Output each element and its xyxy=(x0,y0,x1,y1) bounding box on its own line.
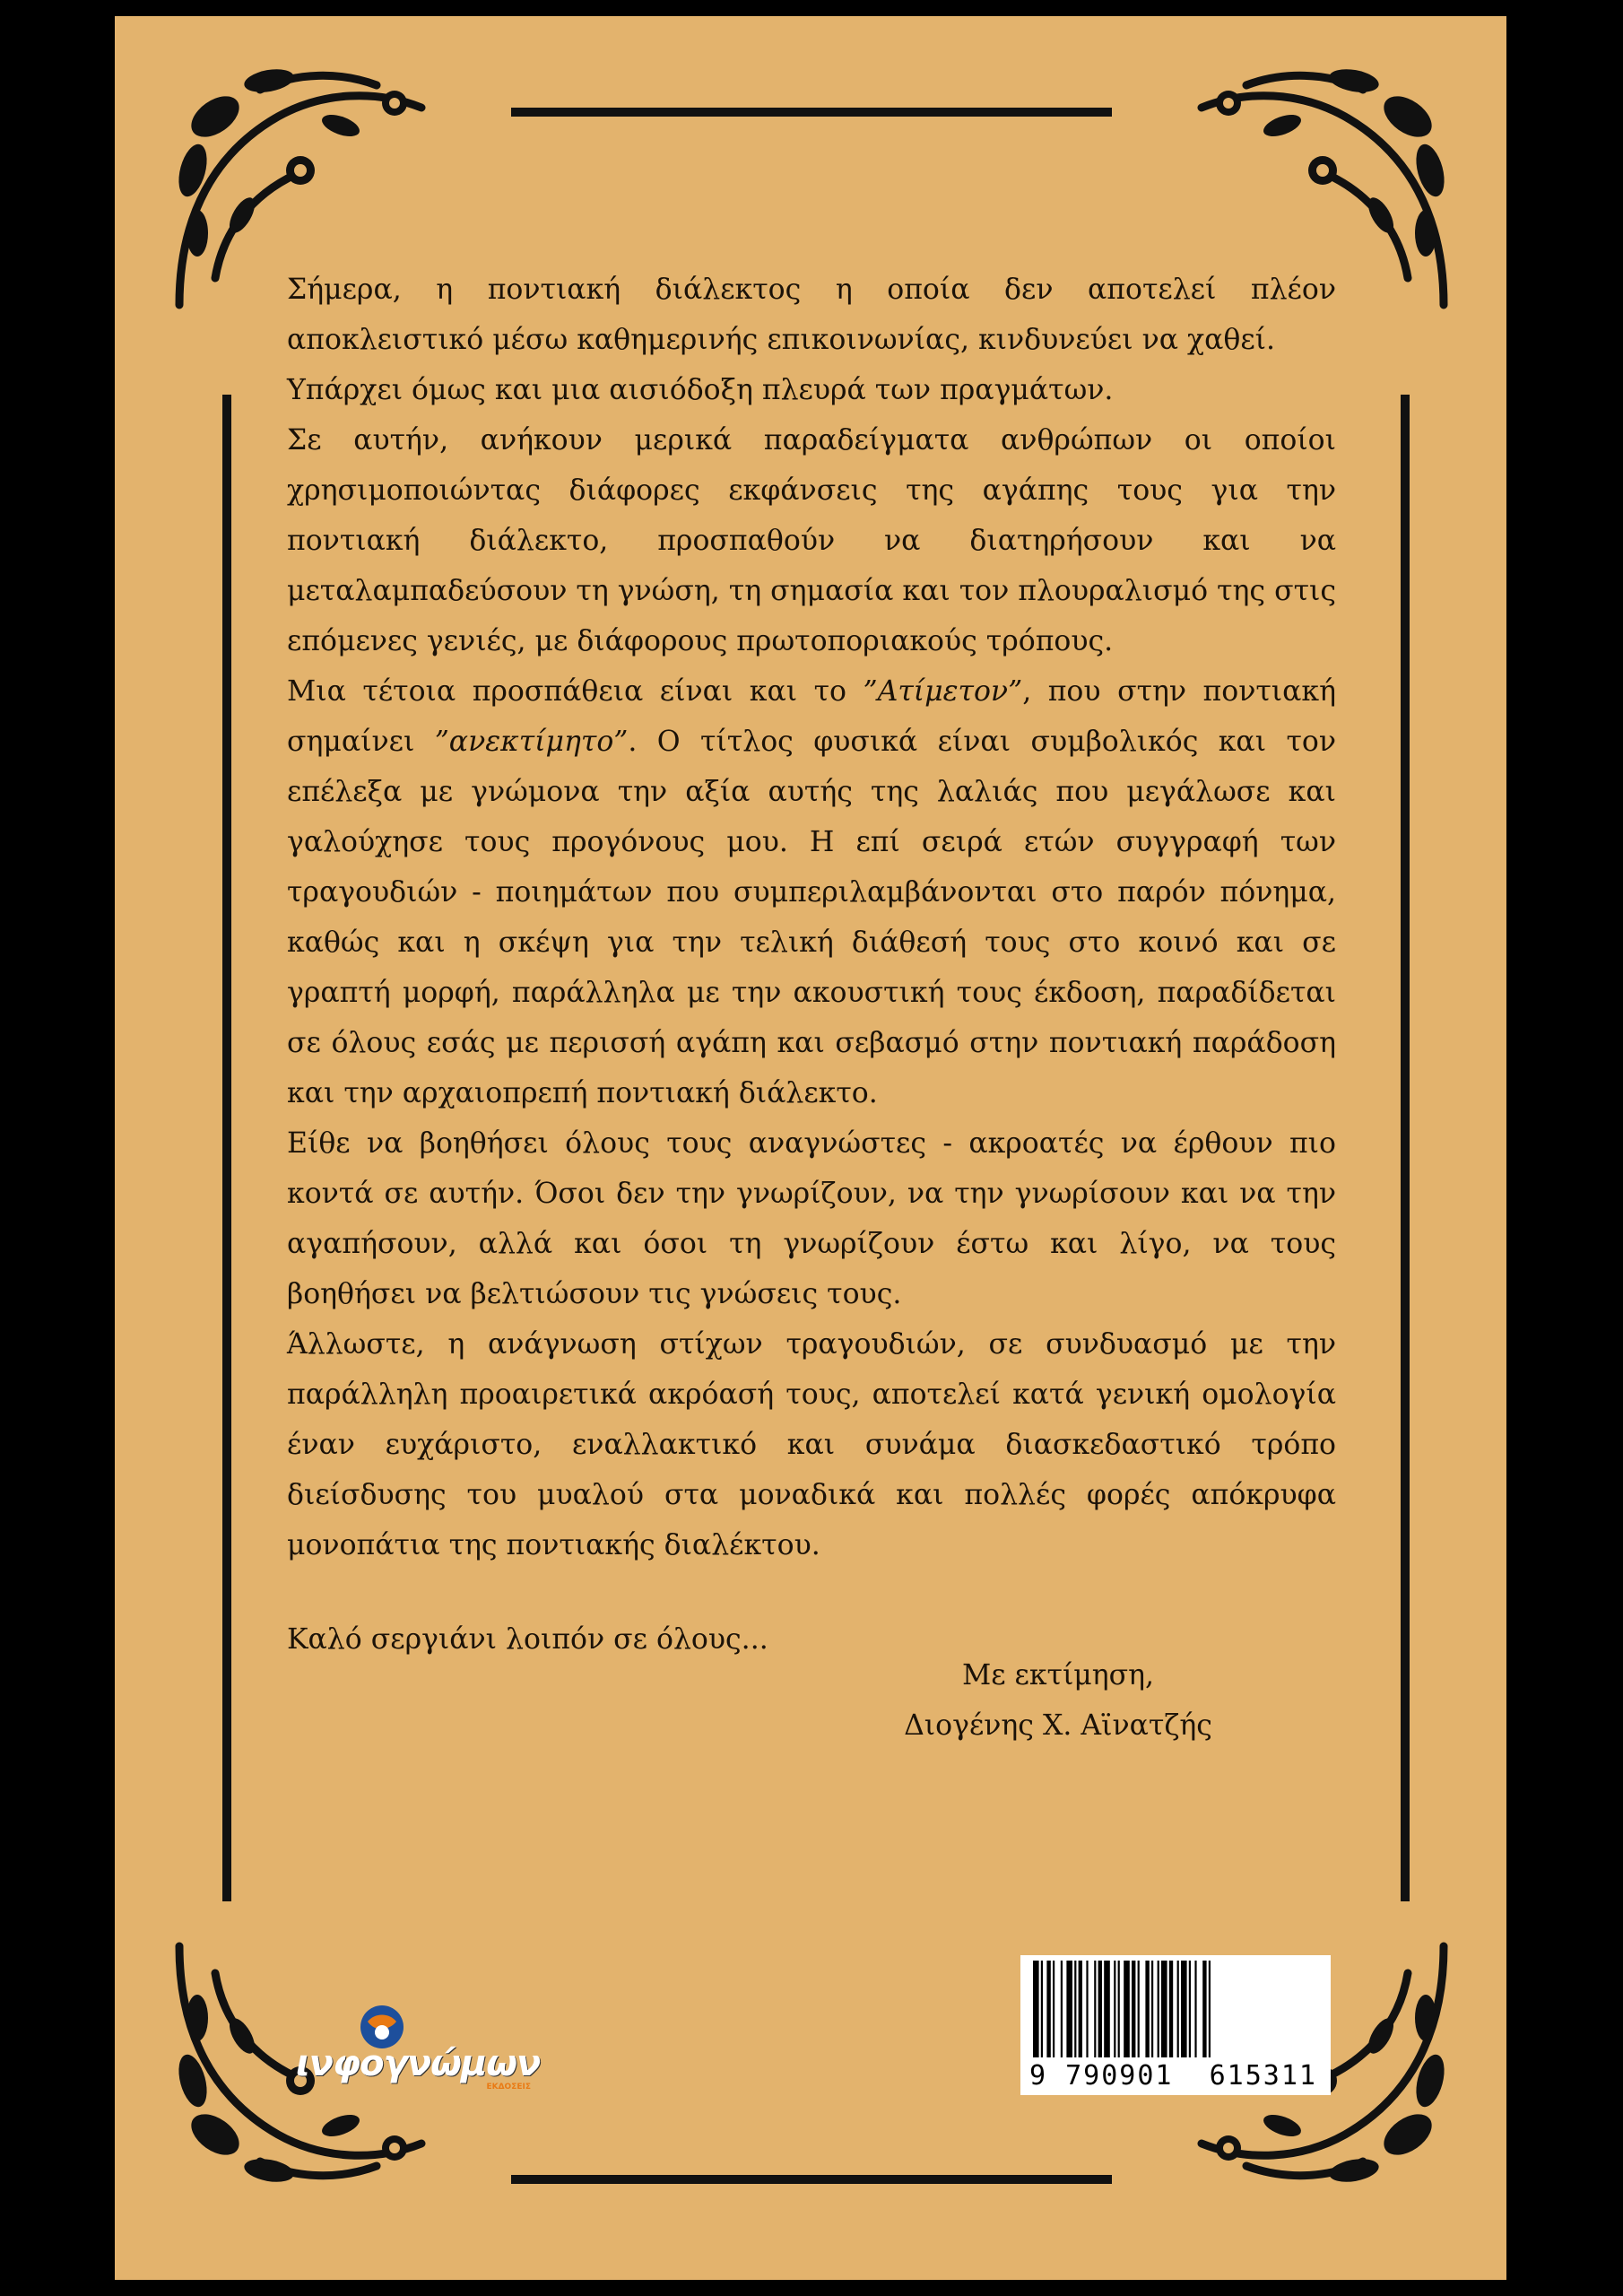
barcode-bar xyxy=(1161,1961,1167,2057)
signature-author: Διογένης Χ. Αϊνατζής xyxy=(904,1709,1212,1742)
title-meaning: ”ανεκτίμητο” xyxy=(434,726,629,758)
barcode-bar xyxy=(1209,1961,1211,2057)
barcode-bar xyxy=(1098,1961,1102,2057)
barcode-bar xyxy=(1114,1961,1115,2057)
barcode-bar xyxy=(1104,1961,1110,2057)
barcode-bar xyxy=(1145,1961,1149,2057)
paragraph-2: Υπάρχει όμως και μια αισιόδοξη πλευρά των πραγμάτων. xyxy=(287,374,1114,406)
isbn-barcode xyxy=(1020,1955,1331,2095)
paragraph-6: Άλλωστε, η ανάγνωση στίχων τραγουδιών, σε συνδυασμό με την παράλληλη προαιρετικά ακρόασή τους, αποτελεί κατά γενική ομολογία έναν ευχάριστο, εναλλακτικό και συνάμα διασκεδαστικό τρόπο διείσδυσης του μυαλού στα μοναδικά και πολλές φορές απόκρυφα μονοπάτια της ποντιακής διαλέκτου. xyxy=(287,1328,1336,1561)
barcode-bar xyxy=(1151,1961,1153,2057)
barcode-bar xyxy=(1061,1961,1063,2057)
barcode-bar xyxy=(1079,1961,1082,2057)
paragraph-4-end: . Ο τίτλος φυσικά είναι συμβολικός και τον επέλεξα με γνώμονα την αξία αυτής της λαλιάς που μεγάλωσε και γαλούχησε τους προγόνους μου. Η επί σειρά ετών συγγραφή των τραγουδιών - ποιημάτων που συμπεριλαμβάνονται στο παρόν πόνημα, καθώς και η σκέψη για την τελική διάθεσή τους στο κοινό και σε γραπτή μορφή, παράλληλα με την ακουστική τους έκδοση, παραδίδεται σε όλους εσάς με περισσή αγάπη και σεβασμό στην ποντιακή παράδοση και την αρχαιοπρεπή ποντιακή διάλεκτο. xyxy=(287,726,1336,1109)
barcode-bar xyxy=(1046,1961,1050,2057)
barcode-bar xyxy=(1189,1961,1191,2057)
barcode-bar xyxy=(1158,1961,1159,2057)
signature-block xyxy=(843,1650,1273,1751)
barcode-bar xyxy=(1177,1961,1179,2057)
barcode-bar xyxy=(1194,1961,1196,2057)
closing-line: Καλό σεργιάνι λοιπόν σε όλους... xyxy=(287,1623,768,1656)
publisher-name: ινφογνώμων xyxy=(296,2043,541,2084)
barcode-bar xyxy=(1033,1961,1039,2057)
publisher-logo xyxy=(296,2000,541,2099)
paragraph-4-mid: , που στην ποντιακή σημαίνει xyxy=(287,675,1336,758)
barcode-bar xyxy=(1181,1961,1187,2057)
paragraph-1: Σήμερα, η ποντιακή διάλεκτος η οποία δεν αποτελεί πλέον αποκλειστικό μέσω καθημερινής επικοινωνίας, κινδυνεύει να χαθεί. xyxy=(287,274,1336,356)
barcode-bar xyxy=(1124,1961,1130,2057)
publisher-subtitle: ΕΚΔΟΣΕΙΣ xyxy=(486,2083,531,2092)
barcode-bar xyxy=(1118,1961,1120,2057)
barcode-bar xyxy=(1094,1961,1096,2057)
frame-top-line xyxy=(511,108,1112,117)
book-title-mention: ”Ατίμετον” xyxy=(863,675,1023,708)
frame-right-line xyxy=(1401,395,1410,1901)
paragraph-3: Σε αυτήν, ανήκουν μερικά παραδείγματα ανθρώπων οι οποίοι χρησιμοποιώντας διάφορες εκφάνσεις της αγάπης τους για την ποντιακή διάλεκτο, προσπαθούν να διατηρήσουν και να μεταλαμπαδεύσουν τη γνώση, τη σημασία και τον πλουραλισμό της στις επόμενες γενιές, με διάφορους πρωτοποριακούς τρόπους. xyxy=(287,424,1336,657)
barcode-bar xyxy=(1169,1961,1173,2057)
barcode-bar xyxy=(1138,1961,1140,2057)
barcode-bar xyxy=(1041,1961,1043,2057)
paragraph-4 xyxy=(287,666,1336,1118)
barcode-bar xyxy=(1053,1961,1055,2057)
frame-left-line xyxy=(222,395,231,1901)
barcode-bar xyxy=(1132,1961,1135,2057)
barcode-bar xyxy=(1074,1961,1076,2057)
back-cover-text xyxy=(287,265,1336,1570)
isbn-number: 9 790901 615311 xyxy=(1029,2060,1317,2092)
barcode-bars xyxy=(1020,1955,1331,2063)
signature-salutation: Με εκτίμηση, xyxy=(961,1659,1155,1692)
barcode-bar xyxy=(1086,1961,1088,2057)
frame-bottom-line xyxy=(511,2175,1112,2184)
paragraph-4-start: Μια τέτοια προσπάθεια είναι και το xyxy=(287,675,864,708)
paragraph-5: Είθε να βοηθήσει όλους τους αναγνώστες - ακροατές να έρθουν πιο κοντά σε αυτήν. Όσοι δεν την γνωρίζουν, να την γνωρίσουν και να την αγαπήσουν, αλλά και όσοι τη γνωρίζουν έστω και λίγο, να τους βοηθήσει να βελτιώσουν τις γνώσεις τους. xyxy=(287,1127,1336,1310)
barcode-bar xyxy=(1066,1961,1072,2057)
barcode-bar xyxy=(1202,1961,1206,2057)
